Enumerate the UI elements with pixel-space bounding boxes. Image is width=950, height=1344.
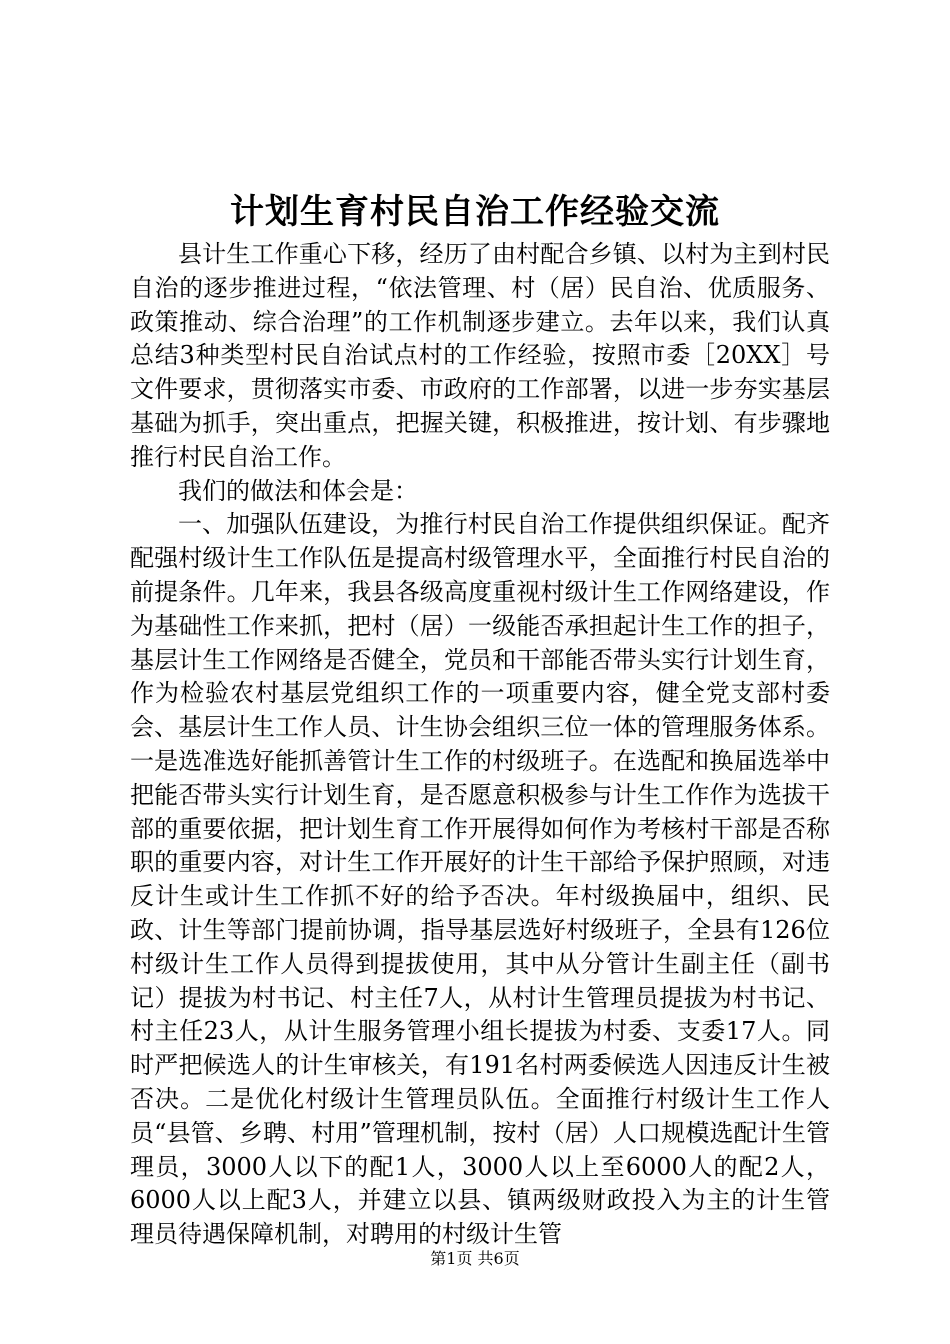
paragraph-intro: 县计生工作重心下移，经历了由村配合乡镇、以村为主到村民自治的逐步推进过程，“依法管理、村（居）民自治、优质服务、政策推动、综合治理”的工作机制逐步建立。去年以来，我们认真总结3种类型村民自治试点村的工作经验，按照市委［20XX］号文件要求，贯彻落实市委、市政府的工作部署，以进一步夯实基层基础为抓手，突出重点，把握关键，积极推进，按计划、有步骤地推行村民自治工作。 [130,240,830,471]
document-body [130,238,830,1252]
document-title: 计划生育村民自治工作经验交流 [230,192,720,232]
paragraph-approach: 我们的做法和体会是： [178,476,418,505]
paragraph-section-one: 一、加强队伍建设，为推行村民自治工作提供组织保证。配齐配强村级计生工作队伍是提高村级管理水平，全面推行村民自治的前提条件。几年来，我县各级高度重视村级计生工作网络建设，作为基础性工作来抓，把村（居）一级能否承担起计生工作的担子，基层计生工作网络是否健全，党员和干部能否带头实行计划生育，作为检验农村基层党组织工作的一项重要内容，健全党支部村委会、基层计生工作人员、计生协会组织三位一体的管理服务体系。一是选准选好能抓善管计生工作的村级班子。在选配和换届选举中把能否带头实行计划生育，是否愿意积极参与计生工作作为选拔干部的重要依据，把计划生育工作开展得如何作为考核村干部是否称职的重要内容，对计生工作开展好的计生干部给予保护照顾，对违反计生或计生工作抓不好的给予否决。年村级换届中，组织、民政、计生等部门提前协调，指导基层选好村级班子，全县有126位村级计生工作人员得到提拔使用，其中从分管计生副主任（副书记）提拔为村书记、村主任7人，从村计生管理员提拔为村书记、村主任23人，从计生服务管理小组长提拔为村委、支委17人。同时严把候选人的计生审核关，有191名村两委候选人因违反计生被否决。二是优化村级计生管理员队伍。全面推行村级计生工作人员“县管、乡聘、村用”管理机制，按村（居）人口规模选配计生管理员，3000人以下的配1人，3000人以上至6000人的配2人，6000人以上配3人，并建立以县、镇两级财政投入为主的计生管理员待遇保障机制，对聘用的村级计生管 [130,510,830,1249]
page-number-footer: 第1页 共6页 [430,1249,520,1268]
